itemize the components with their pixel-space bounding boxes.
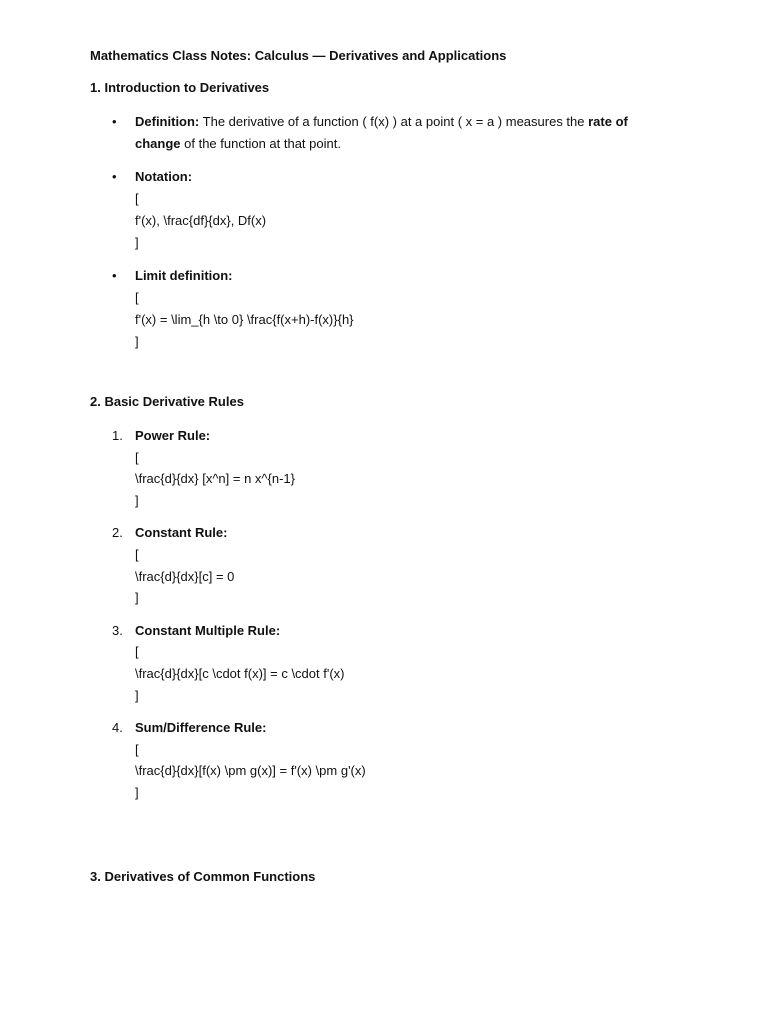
item-label: Sum/Difference Rule: [135, 720, 267, 736]
formula-close-bracket: ] [135, 590, 139, 606]
formula-close-bracket: ] [135, 334, 139, 349]
item-bold-text: rate of [588, 114, 628, 129]
formula-close-bracket: ] [135, 784, 139, 800]
item-number: 4. [112, 720, 123, 736]
list-item-definition [90, 111, 690, 155]
item-label: Power Rule: [135, 428, 211, 443]
item-number: 1. [112, 428, 123, 443]
section-heading: 2. Basic Derivative Rules [90, 394, 244, 409]
bullet-icon: • [112, 169, 117, 184]
section-heading: 3. Derivatives of Common Functions [90, 868, 316, 884]
formula-text: \frac{d}{dx} [x^n] = n x^{n-1} [135, 471, 296, 487]
item-label: Definition: [135, 114, 200, 129]
formula-open-bracket: [ [135, 741, 139, 757]
item-text: of the function at that point. [180, 136, 341, 151]
document-page [90, 47, 690, 886]
formula-open-bracket: [ [135, 290, 139, 305]
list-item-constant-rule [90, 522, 690, 608]
list-item-limit-definition [90, 265, 690, 353]
formula-close-bracket: ] [135, 235, 139, 250]
item-number: 2. [112, 525, 123, 541]
document-title: Mathematics Class Notes: Calculus — Derivatives and Applications [90, 48, 507, 63]
item-number: 3. [112, 622, 123, 638]
bullet-icon: • [112, 114, 117, 129]
formula-text: \frac{d}{dx}[f(x) \pm g(x)] = f'(x) \pm g'(x) [135, 763, 366, 779]
formula-close-bracket: ] [135, 687, 139, 703]
numbered-list [90, 425, 690, 804]
formula-open-bracket: [ [135, 449, 139, 465]
item-label: Constant Multiple Rule: [135, 622, 281, 638]
item-label: Limit definition: [135, 268, 233, 283]
formula-open-bracket: [ [135, 546, 139, 562]
formula-close-bracket: ] [135, 492, 139, 508]
section-introduction [90, 79, 690, 353]
formula-open-bracket: [ [135, 191, 139, 206]
bullet-list [90, 111, 690, 353]
bullet-icon: • [112, 268, 117, 283]
item-label: Notation: [135, 169, 193, 184]
formula-text: \frac{d}{dx}[c \cdot f(x)] = c \cdot f'(x) [135, 665, 345, 681]
list-item-notation [90, 166, 690, 254]
item-bold-text: change [135, 136, 181, 151]
formula-text: f'(x), \frac{df}{dx}, Df(x) [135, 213, 267, 228]
formula-text: f'(x) = \lim_{h \to 0} \frac{f(x+h)-f(x)}{h} [135, 312, 354, 327]
section-common-functions [90, 868, 690, 886]
list-item-constant-multiple-rule [90, 620, 690, 706]
formula-open-bracket: [ [135, 644, 139, 660]
section-basic-rules [90, 393, 690, 804]
item-label: Constant Rule: [135, 525, 228, 541]
list-item-power-rule [90, 425, 690, 511]
section-heading: 1. Introduction to Derivatives [90, 80, 270, 95]
formula-text: \frac{d}{dx}[c] = 0 [135, 568, 235, 584]
item-text: The derivative of a function ( f(x) ) at a point ( x = a ) measures the [199, 114, 589, 129]
list-item-sum-difference-rule [90, 717, 690, 803]
